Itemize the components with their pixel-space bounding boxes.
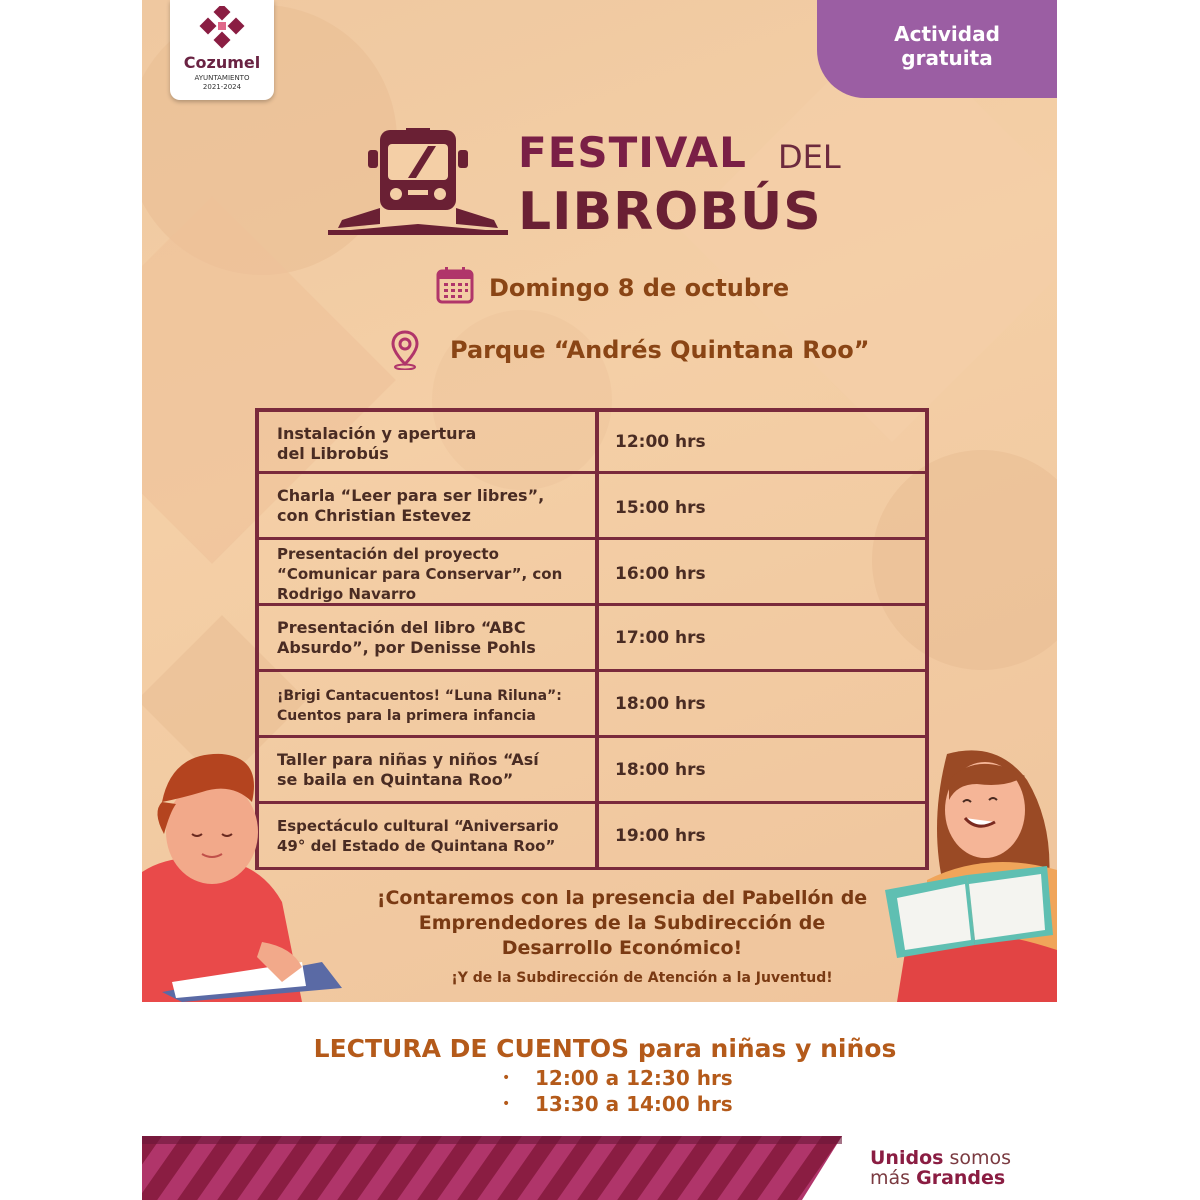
activity-line: Taller para niñas y niños “Así xyxy=(277,750,539,769)
logo-subtitle xyxy=(170,74,274,92)
activity-line: 49° del Estado de Quintana Roo” xyxy=(277,837,556,855)
table-row xyxy=(255,672,929,738)
bus-icon xyxy=(328,128,508,238)
time-cell: 17:00 hrs xyxy=(615,628,706,648)
table-row xyxy=(255,606,929,672)
slogan xyxy=(870,1148,1011,1188)
activity-line: Rodrigo Navarro xyxy=(277,585,417,603)
activity-line: Absurdo”, por Denisse Pohls xyxy=(277,638,536,657)
bullet-icon: • xyxy=(502,1096,511,1112)
slogan-word: Unidos xyxy=(870,1147,944,1169)
slogan-word: más xyxy=(870,1167,911,1189)
bullet-icon: • xyxy=(502,1070,511,1086)
announcement-line: Desarrollo Económico! xyxy=(501,937,743,959)
activity-line: Presentación del proyecto xyxy=(277,545,499,563)
event-poster xyxy=(142,0,1057,1002)
activity-cell xyxy=(277,618,536,658)
youth-announcement: ¡Y de la Subdirección de Atención a la Juventud! xyxy=(451,970,833,986)
boy-reading-illustration xyxy=(142,742,372,1002)
activity-line: Cuentos para la primera infancia xyxy=(277,708,536,724)
title-librobus: LIBROBÚS xyxy=(518,182,822,242)
cozumel-logo xyxy=(170,0,274,100)
table-row xyxy=(255,474,929,540)
reading-title: LECTURA DE CUENTOS para niñas y niños xyxy=(313,1034,897,1063)
badge-line1: Actividad xyxy=(894,22,1000,46)
title-festival: FESTIVAL xyxy=(518,128,747,177)
calendar-icon xyxy=(436,266,474,304)
time-cell: 12:00 hrs xyxy=(615,432,706,452)
table-row xyxy=(255,540,929,606)
free-activity-badge xyxy=(817,0,1057,98)
time-cell: 19:00 hrs xyxy=(615,826,706,846)
pavilion-announcement xyxy=(302,886,942,961)
location-pin-icon xyxy=(390,330,420,370)
cozumel-logo-icon xyxy=(198,6,246,52)
activity-line: se baila en Quintana Roo” xyxy=(277,770,514,789)
slogan-word: somos xyxy=(949,1147,1012,1169)
reading-slot: 13:30 a 14:00 hrs xyxy=(535,1092,733,1116)
girl-reading-illustration xyxy=(857,740,1057,1002)
table-row xyxy=(255,408,929,474)
activity-line: Instalación y apertura xyxy=(277,424,477,443)
footer-pattern-band xyxy=(142,1136,842,1200)
slogan-word: Grandes xyxy=(916,1167,1006,1189)
activity-cell xyxy=(277,686,562,726)
time-cell: 15:00 hrs xyxy=(615,498,706,518)
time-cell: 18:00 hrs xyxy=(615,760,706,780)
reading-slot: 12:00 a 12:30 hrs xyxy=(535,1066,733,1090)
activity-line: ¡Brigi Cantacuentos! “Luna Riluna”: xyxy=(277,688,562,704)
activity-line: “Comunicar para Conservar”, con xyxy=(277,565,563,583)
announcement-line: ¡Contaremos con la presencia del Pabellón de xyxy=(376,887,868,909)
activity-line: con Christian Estevez xyxy=(277,506,471,525)
event-location: Parque “Andrés Quintana Roo” xyxy=(450,336,870,364)
time-cell: 16:00 hrs xyxy=(615,564,706,584)
logo-subtitle-line1: AYUNTAMIENTO xyxy=(194,74,250,82)
activity-cell xyxy=(277,424,476,464)
title-del: DEL xyxy=(778,138,841,176)
activity-line: Espectáculo cultural “Aniversario xyxy=(277,817,559,835)
time-cell: 18:00 hrs xyxy=(615,694,706,714)
activity-cell xyxy=(277,544,562,604)
badge-line2: gratuita xyxy=(901,46,993,70)
announcement-line: Emprendedores de la Subdirección de xyxy=(418,912,826,934)
logo-name: Cozumel xyxy=(183,53,261,72)
activity-line: del Librobús xyxy=(277,444,389,463)
logo-subtitle-line2: 2021-2024 xyxy=(202,83,242,91)
activity-line: Presentación del libro “ABC xyxy=(277,618,526,637)
activity-cell xyxy=(277,486,544,526)
activity-line: Charla “Leer para ser libres”, xyxy=(277,486,545,505)
event-date: Domingo 8 de octubre xyxy=(489,274,790,302)
